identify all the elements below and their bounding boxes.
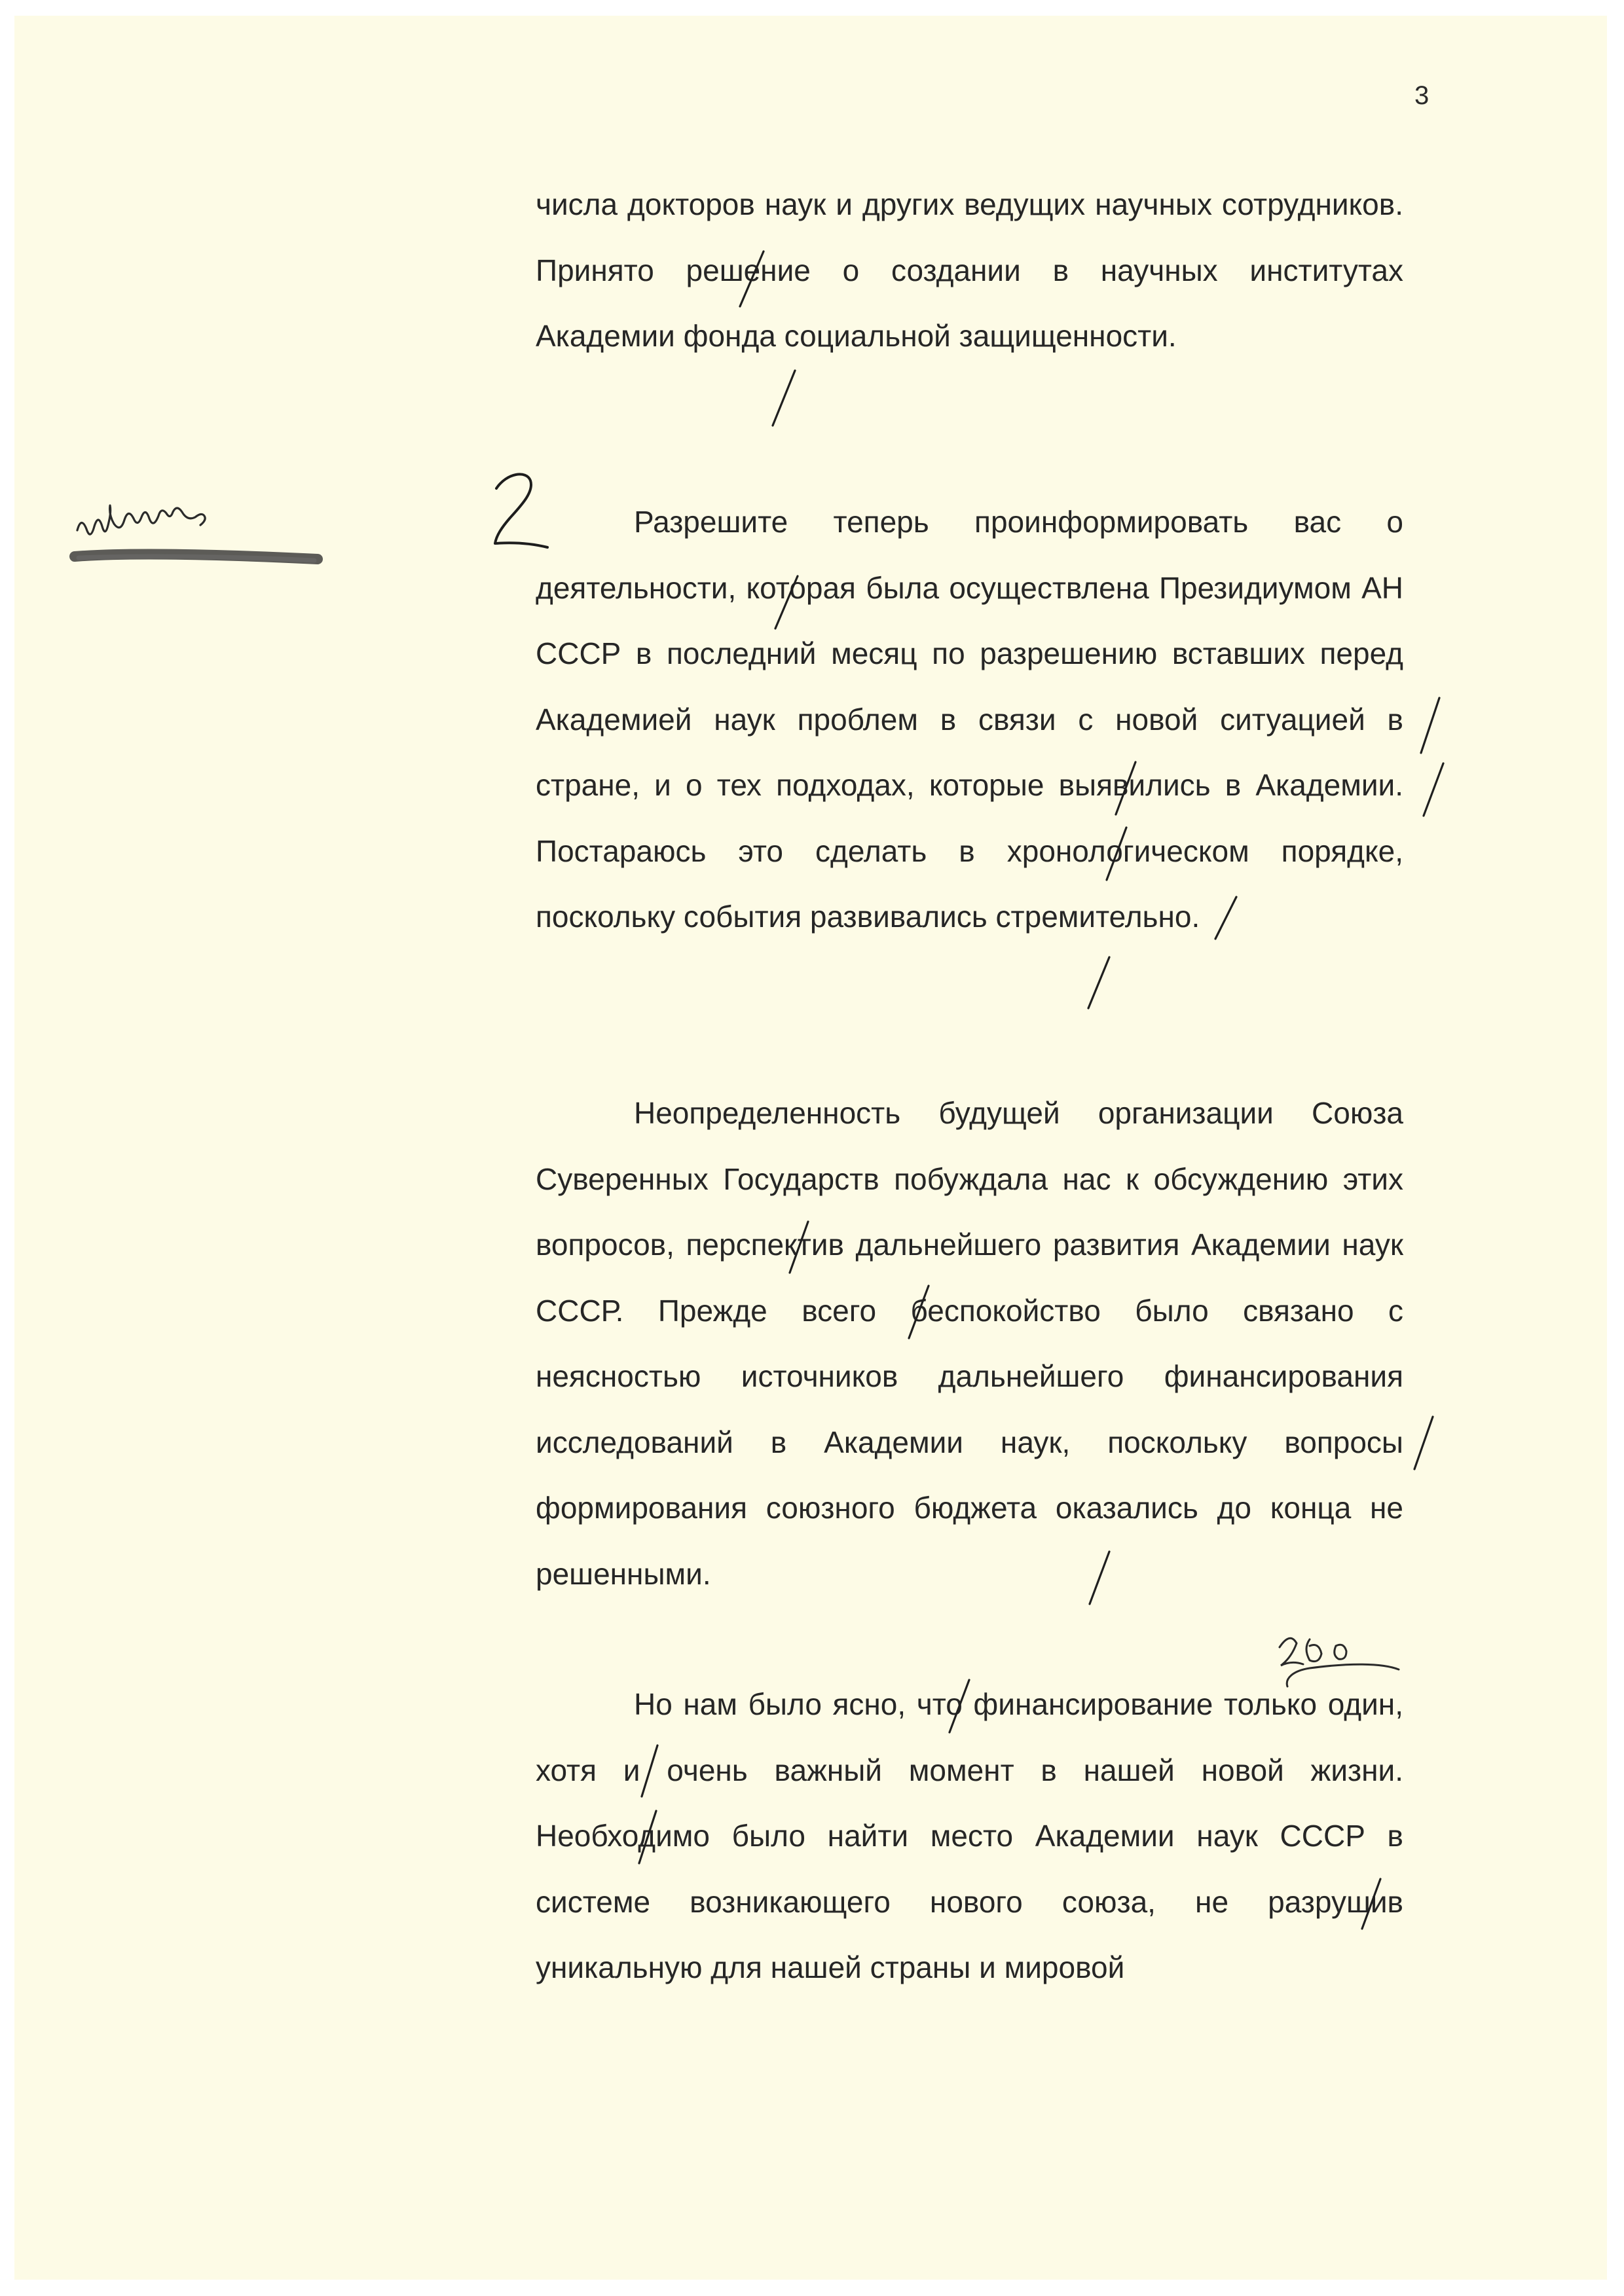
page-number: 3 (1414, 81, 1430, 110)
paragraph-3: Неопределенность будущей организации Союза Суверенных Государств побуждала нас к обсуждению этих вопросов, перспектив дальнейшего развития Академии наук СССР. Прежде всего беспокойство было связано с неясностью источников дальнейшего финансирования исследований в Академии наук, поскольку вопросы формирования союзного бюджета оказались до конца не решенными. (536, 1096, 1403, 1591)
paragraph-1: числа докторов наук и других ведущих научных сотрудников. Принято решение о создании в научных институтах Академии фонда социальной защищенности. (536, 187, 1403, 353)
paragraph-2: Разрешите теперь проинформировать вас о деятельности, которая была осуществлена Президиумом АН СССР в последний месяц по разрешению вставших перед Академией наук проблем в связи с новой ситуацией в стране, и о тех подходах, которые выявились в Академии. Постараюсь это сделать в хронологическом порядке, поскольку события развивались стремительно. (536, 505, 1403, 934)
body-text-3 (536, 1080, 1403, 1607)
body-text-4 (536, 1671, 1403, 2001)
paragraph-4: Но нам было ясно, что финансирование только один, хотя и очень важный момент в нашей новой жизни. Необходимо было найти место Академии наук СССР в системе возникающего нового союза, не разрушив уникальную для нашей страны и мировой (536, 1687, 1403, 1984)
body-text (536, 172, 1403, 369)
body-text-2 (536, 489, 1403, 950)
